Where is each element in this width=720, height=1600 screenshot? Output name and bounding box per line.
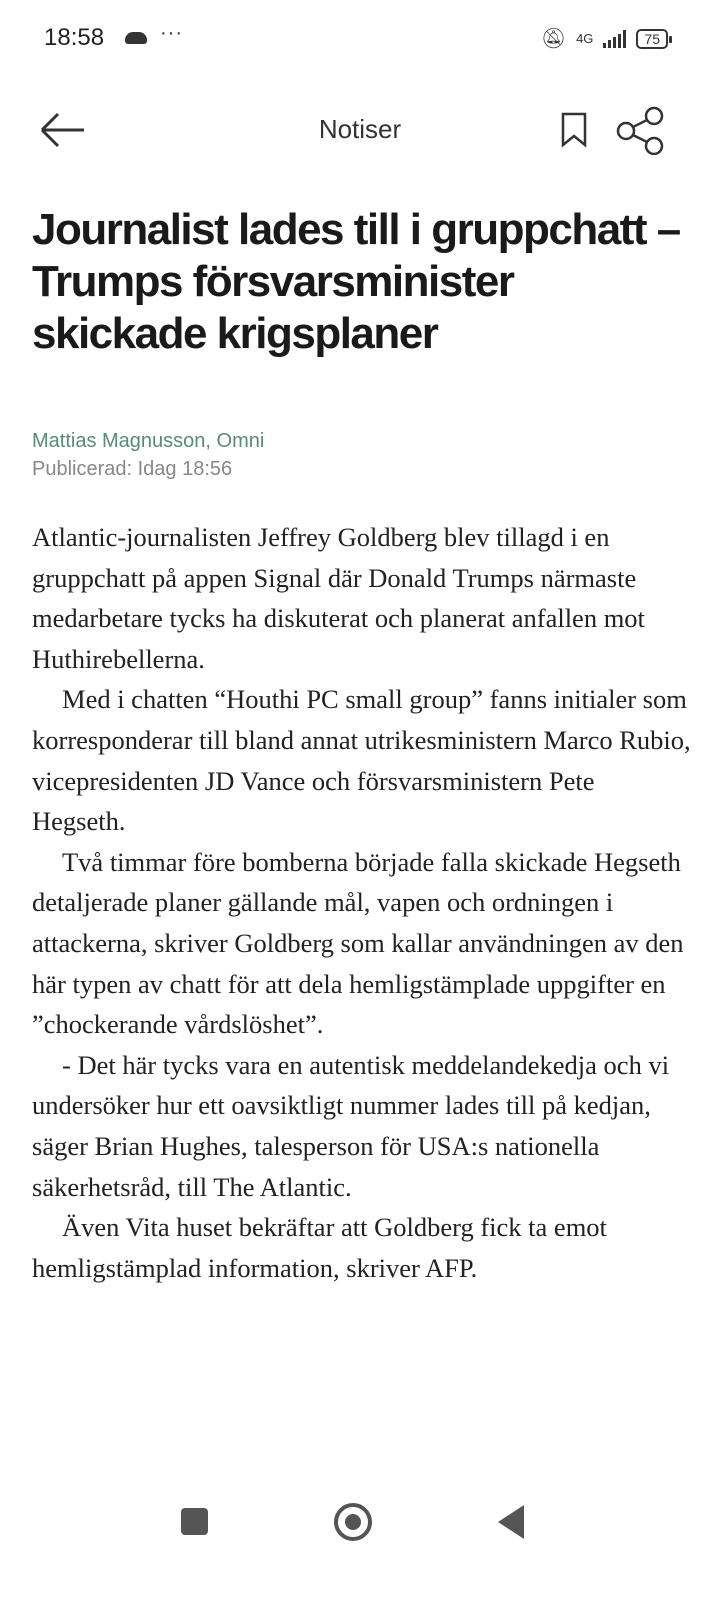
bookmark-button[interactable] <box>560 112 588 153</box>
status-bar <box>0 0 720 78</box>
battery-icon: 75 <box>636 29 668 49</box>
clock: 18:58 <box>44 24 105 51</box>
paragraph: Även Vita huset bekräftar att Goldberg fick ta emot hemligstämplad information, skriver AFP. <box>32 1212 607 1283</box>
publish-date: Publicerad: Idag 18:56 <box>32 458 233 480</box>
back-nav-button[interactable] <box>498 1505 524 1539</box>
page-title: Notiser <box>318 114 402 144</box>
share-button[interactable] <box>615 105 667 160</box>
recents-button[interactable] <box>181 1508 208 1535</box>
top-app-bar <box>0 100 720 160</box>
signal-icon <box>603 30 626 48</box>
paragraph: - Det här tycks vara en autentisk meddelandekedja och vi undersöker hur ett oavsiktligt nummer lades till på kedjan, säger Brian Hughes, talesperson för USA:s nationella säkerhetsråd, till The Atlantic. <box>32 1049 670 1202</box>
article-body <box>32 517 692 1288</box>
paragraph: Med i chatten “Houthi PC small group” fanns initialer som korresponderar till bland annat utrikesministern Marco Rubio, vicepresidenten JD Vance och försvarsministern Pete Hegseth. <box>32 684 691 837</box>
paragraph: Två timmar före bomberna började falla skickade Hegseth detaljerade planer gällande mål, vapen och ordningen i attackerna, skriver Goldberg som kallar användningen av den här typen av chatt för att dela hemligstämplade uppgifter en ”chockerande vårdslöshet”. <box>32 846 684 1040</box>
bookmark-icon <box>560 112 588 148</box>
share-icon <box>615 105 667 155</box>
home-button[interactable] <box>334 1503 372 1541</box>
muted-bell-icon: 🔕︎ <box>540 28 567 50</box>
paragraph: Atlantic-journalisten Jeffrey Goldberg blev tillagd i en gruppchatt på appen Signal där Donald Trumps närmaste medarbetare tycks ha diskuterat och planerat anfallen mot Huthirebellerna. <box>32 522 645 674</box>
author-link[interactable]: Mattias Magnusson, Omni <box>32 430 265 452</box>
more-notifications-icon: ··· <box>160 22 183 44</box>
cloud-icon <box>125 32 147 44</box>
article-title: Journalist lades till i gruppchatt – Trumps försvarsminister skickade krigsplaner <box>32 205 680 358</box>
network-type: 4G <box>576 31 594 46</box>
